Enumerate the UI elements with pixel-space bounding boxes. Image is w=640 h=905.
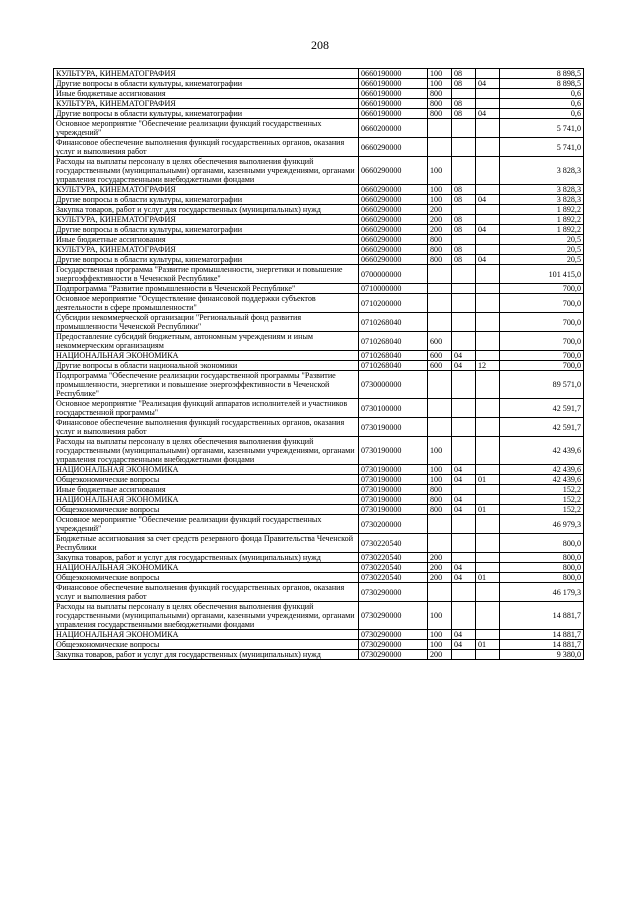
table-row [54, 138, 584, 157]
row-name: Закупка товаров, работ и услуг для государственных (муниципальных) нужд [54, 650, 359, 660]
table-row [54, 495, 584, 505]
row-subsection [476, 89, 500, 99]
row-amount: 89 571,0 [500, 371, 584, 399]
row-name: Основное мероприятие "Обеспечение реализации функций государственных учреждений" [54, 119, 359, 138]
row-expense-type: 200 [428, 573, 452, 583]
row-expense-type: 200 [428, 563, 452, 573]
row-section: 04 [452, 495, 476, 505]
row-subsection [476, 284, 500, 294]
row-code: 0660290000 [359, 225, 428, 235]
row-code: 0660200000 [359, 119, 428, 138]
table-row [54, 602, 584, 630]
row-code: 0710268040 [359, 332, 428, 351]
row-expense-type: 100 [428, 185, 452, 195]
row-amount: 700,0 [500, 351, 584, 361]
row-section [452, 437, 476, 465]
row-name: Общеэкономические вопросы [54, 640, 359, 650]
row-code: 0700000000 [359, 265, 428, 284]
row-section [452, 583, 476, 602]
row-section [452, 399, 476, 418]
row-name: Закупка товаров, работ и услуг для государственных (муниципальных) нужд [54, 205, 359, 215]
row-expense-type: 800 [428, 89, 452, 99]
row-code: 0710268040 [359, 313, 428, 332]
row-section [452, 553, 476, 563]
row-amount: 0,6 [500, 99, 584, 109]
budget-table-body [54, 69, 584, 660]
row-section [452, 313, 476, 332]
table-row [54, 332, 584, 351]
row-name: Иные бюджетные ассигнования [54, 89, 359, 99]
row-expense-type [428, 399, 452, 418]
row-subsection: 12 [476, 361, 500, 371]
row-code: 0730290000 [359, 602, 428, 630]
row-name: Предоставление субсидий бюджетным, автономным учреждениям и иным некоммерческим организациям [54, 332, 359, 351]
table-row [54, 437, 584, 465]
row-name: Бюджетные ассигнования за счет средств резервного фонда Правительства Чеченской Республики [54, 534, 359, 553]
row-code: 0660190000 [359, 99, 428, 109]
table-row [54, 69, 584, 79]
row-subsection [476, 119, 500, 138]
table-row [54, 515, 584, 534]
row-name: Общеэкономические вопросы [54, 573, 359, 583]
row-expense-type [428, 313, 452, 332]
row-code: 0660190000 [359, 89, 428, 99]
row-section: 08 [452, 99, 476, 109]
row-name: Основное мероприятие "Обеспечение реализации функций государственных учреждений" [54, 515, 359, 534]
row-expense-type: 100 [428, 465, 452, 475]
row-amount: 3 828,3 [500, 157, 584, 185]
row-amount: 1 892,2 [500, 225, 584, 235]
row-section [452, 138, 476, 157]
row-name: Подпрограмма "Развитие промышленности в Чеченской Республике" [54, 284, 359, 294]
row-code: 0730190000 [359, 495, 428, 505]
row-section: 04 [452, 465, 476, 475]
row-subsection [476, 602, 500, 630]
row-section [452, 265, 476, 284]
row-code: 0730290000 [359, 650, 428, 660]
row-code: 0660290000 [359, 138, 428, 157]
row-section [452, 294, 476, 313]
row-section: 08 [452, 225, 476, 235]
row-name: НАЦИОНАЛЬНАЯ ЭКОНОМИКА [54, 563, 359, 573]
page-number: 208 [311, 38, 329, 52]
row-subsection [476, 371, 500, 399]
row-expense-type: 200 [428, 225, 452, 235]
row-code: 0660290000 [359, 185, 428, 195]
row-code: 0730190000 [359, 485, 428, 495]
row-name: Подпрограмма "Обеспечение реализации государственной программы "Развитие промышленности, энергетики и повышение энергоэффективности в Чеченской Республике" [54, 371, 359, 399]
row-code: 0730190000 [359, 437, 428, 465]
row-section [452, 650, 476, 660]
table-row [54, 650, 584, 660]
table-row [54, 89, 584, 99]
table-row [54, 553, 584, 563]
row-amount: 800,0 [500, 534, 584, 553]
row-amount: 5 741,0 [500, 119, 584, 138]
row-expense-type [428, 583, 452, 602]
row-amount: 5 741,0 [500, 138, 584, 157]
budget-table [53, 68, 584, 660]
row-code: 0710200000 [359, 294, 428, 313]
row-subsection [476, 138, 500, 157]
row-name: КУЛЬТУРА, КИНЕМАТОГРАФИЯ [54, 69, 359, 79]
row-code: 0730220540 [359, 553, 428, 563]
row-expense-type: 100 [428, 640, 452, 650]
row-amount: 42 439,6 [500, 475, 584, 485]
table-row [54, 630, 584, 640]
row-section [452, 418, 476, 437]
table-row [54, 79, 584, 89]
row-code: 0730290000 [359, 583, 428, 602]
row-subsection [476, 399, 500, 418]
row-code: 0660290000 [359, 195, 428, 205]
row-name: Другие вопросы в области культуры, кинематографии [54, 195, 359, 205]
row-expense-type [428, 371, 452, 399]
row-name: Основное мероприятие "Реализация функций аппаратов исполнителей и участников государственной программы" [54, 399, 359, 418]
row-code: 0730290000 [359, 630, 428, 640]
row-section [452, 205, 476, 215]
table-row [54, 294, 584, 313]
row-name: НАЦИОНАЛЬНАЯ ЭКОНОМИКА [54, 630, 359, 640]
row-section: 08 [452, 245, 476, 255]
row-name: Другие вопросы в области национальной экономики [54, 361, 359, 371]
row-amount: 800,0 [500, 563, 584, 573]
row-code: 0730000000 [359, 371, 428, 399]
row-name: НАЦИОНАЛЬНАЯ ЭКОНОМИКА [54, 351, 359, 361]
row-code: 0660190000 [359, 109, 428, 119]
row-expense-type: 600 [428, 351, 452, 361]
row-section [452, 485, 476, 495]
row-expense-type: 100 [428, 79, 452, 89]
row-subsection [476, 583, 500, 602]
row-code: 0730190000 [359, 418, 428, 437]
table-row [54, 313, 584, 332]
row-subsection [476, 515, 500, 534]
row-expense-type: 100 [428, 69, 452, 79]
row-subsection: 04 [476, 79, 500, 89]
row-expense-type: 100 [428, 475, 452, 485]
table-row [54, 235, 584, 245]
table-row [54, 418, 584, 437]
row-code: 0660190000 [359, 79, 428, 89]
row-code: 0730190000 [359, 465, 428, 475]
row-amount: 46 179,3 [500, 583, 584, 602]
row-name: Основное мероприятие "Осуществление финансовой поддержки субъектов деятельности в сфере промышленности" [54, 294, 359, 313]
row-name: КУЛЬТУРА, КИНЕМАТОГРАФИЯ [54, 215, 359, 225]
row-section: 08 [452, 79, 476, 89]
row-amount: 42 591,7 [500, 418, 584, 437]
row-section [452, 119, 476, 138]
row-expense-type [428, 138, 452, 157]
row-name: Субсидии некоммерческой организации "Региональный фонд развития промышленности Чеченской Республики" [54, 313, 359, 332]
table-row [54, 371, 584, 399]
row-subsection [476, 235, 500, 245]
row-section: 08 [452, 109, 476, 119]
row-section: 04 [452, 361, 476, 371]
row-section [452, 602, 476, 630]
table-row [54, 361, 584, 371]
table-row [54, 465, 584, 475]
row-expense-type [428, 294, 452, 313]
table-row [54, 475, 584, 485]
row-amount: 800,0 [500, 573, 584, 583]
table-row [54, 225, 584, 235]
table-row [54, 185, 584, 195]
row-section: 08 [452, 255, 476, 265]
table-row [54, 255, 584, 265]
row-name: КУЛЬТУРА, КИНЕМАТОГРАФИЯ [54, 245, 359, 255]
row-subsection [476, 205, 500, 215]
row-section: 08 [452, 195, 476, 205]
row-name: Закупка товаров, работ и услуг для государственных (муниципальных) нужд [54, 553, 359, 563]
row-subsection: 04 [476, 109, 500, 119]
row-section [452, 534, 476, 553]
row-expense-type: 600 [428, 332, 452, 351]
row-section: 08 [452, 215, 476, 225]
row-expense-type: 800 [428, 235, 452, 245]
row-amount: 14 881,7 [500, 640, 584, 650]
row-subsection: 01 [476, 505, 500, 515]
row-code: 0730200000 [359, 515, 428, 534]
row-expense-type: 800 [428, 245, 452, 255]
row-expense-type: 600 [428, 361, 452, 371]
row-expense-type [428, 534, 452, 553]
row-subsection [476, 437, 500, 465]
row-section: 04 [452, 475, 476, 485]
table-row [54, 573, 584, 583]
row-name: Иные бюджетные ассигнования [54, 235, 359, 245]
row-expense-type: 200 [428, 650, 452, 660]
row-amount: 9 380,0 [500, 650, 584, 660]
row-amount: 700,0 [500, 284, 584, 294]
row-amount: 3 828,3 [500, 195, 584, 205]
row-code: 0730220540 [359, 534, 428, 553]
row-subsection [476, 332, 500, 351]
row-name: КУЛЬТУРА, КИНЕМАТОГРАФИЯ [54, 99, 359, 109]
table-row [54, 119, 584, 138]
row-subsection [476, 99, 500, 109]
row-section [452, 371, 476, 399]
row-code: 0660290000 [359, 205, 428, 215]
table-row [54, 583, 584, 602]
table-row [54, 157, 584, 185]
table-row [54, 99, 584, 109]
row-amount: 3 828,3 [500, 185, 584, 195]
row-amount: 700,0 [500, 294, 584, 313]
row-expense-type: 200 [428, 205, 452, 215]
row-name: Расходы на выплаты персоналу в целях обеспечения выполнения функций государственными (муниципальными) органами, казенными учреждениями, органами управления государственными внебюджетными фондами [54, 157, 359, 185]
row-amount: 42 439,6 [500, 437, 584, 465]
row-amount: 700,0 [500, 332, 584, 351]
row-code: 0710268040 [359, 361, 428, 371]
row-subsection [476, 313, 500, 332]
row-subsection [476, 553, 500, 563]
row-subsection [476, 265, 500, 284]
row-subsection [476, 650, 500, 660]
row-section [452, 157, 476, 185]
row-subsection [476, 69, 500, 79]
row-code: 0730100000 [359, 399, 428, 418]
row-amount: 700,0 [500, 361, 584, 371]
row-amount: 1 892,2 [500, 215, 584, 225]
row-expense-type: 100 [428, 437, 452, 465]
row-expense-type [428, 119, 452, 138]
row-section [452, 332, 476, 351]
row-amount: 8 898,5 [500, 79, 584, 89]
row-subsection [476, 630, 500, 640]
row-code: 0730220540 [359, 573, 428, 583]
row-expense-type [428, 418, 452, 437]
row-amount: 14 881,7 [500, 602, 584, 630]
row-expense-type: 800 [428, 495, 452, 505]
row-section: 04 [452, 563, 476, 573]
row-name: Иные бюджетные ассигнования [54, 485, 359, 495]
row-expense-type: 100 [428, 630, 452, 640]
row-expense-type [428, 265, 452, 284]
row-name: Финансовое обеспечение выполнения функций государственных органов, оказания услуг и выполнения работ [54, 138, 359, 157]
row-subsection [476, 215, 500, 225]
row-name: Расходы на выплаты персоналу в целях обеспечения выполнения функций государственными (муниципальными) органами, казенными учреждениями, органами управления государственными внебюджетными фондами [54, 602, 359, 630]
row-section [452, 235, 476, 245]
row-subsection: 01 [476, 573, 500, 583]
row-name: Государственная программа "Развитие промышленности, энергетики и повышение энергоэффективности в Чеченской Республике" [54, 265, 359, 284]
row-expense-type: 800 [428, 255, 452, 265]
row-amount: 0,6 [500, 89, 584, 99]
row-section: 08 [452, 69, 476, 79]
table-row [54, 485, 584, 495]
row-name: Другие вопросы в области культуры, кинематографии [54, 79, 359, 89]
row-name: Другие вопросы в области культуры, кинематографии [54, 255, 359, 265]
table-row [54, 505, 584, 515]
row-code: 0660290000 [359, 245, 428, 255]
row-code: 0730190000 [359, 475, 428, 485]
row-amount: 42 439,6 [500, 465, 584, 475]
row-subsection [476, 485, 500, 495]
table-row [54, 399, 584, 418]
row-code: 0660290000 [359, 235, 428, 245]
row-subsection [476, 465, 500, 475]
table-row [54, 640, 584, 650]
row-name: Расходы на выплаты персоналу в целях обеспечения выполнения функций государственными (муниципальными) органами, казенными учреждениями, органами управления государственными внебюджетными фондами [54, 437, 359, 465]
row-subsection [476, 495, 500, 505]
row-subsection: 04 [476, 225, 500, 235]
row-amount: 20,5 [500, 255, 584, 265]
row-amount: 42 591,7 [500, 399, 584, 418]
row-code: 0730290000 [359, 640, 428, 650]
row-expense-type: 800 [428, 505, 452, 515]
table-row [54, 284, 584, 294]
row-amount: 0,6 [500, 109, 584, 119]
row-subsection: 04 [476, 195, 500, 205]
row-amount: 800,0 [500, 553, 584, 563]
row-name: Финансовое обеспечение выполнения функций государственных органов, оказания услуг и выполнения работ [54, 583, 359, 602]
row-name: НАЦИОНАЛЬНАЯ ЭКОНОМИКА [54, 465, 359, 475]
row-name: Другие вопросы в области культуры, кинематографии [54, 225, 359, 235]
table-row [54, 351, 584, 361]
table-row [54, 109, 584, 119]
table-row [54, 265, 584, 284]
row-subsection: 01 [476, 475, 500, 485]
row-expense-type [428, 284, 452, 294]
row-subsection [476, 294, 500, 313]
row-code: 0730220540 [359, 563, 428, 573]
row-amount: 700,0 [500, 313, 584, 332]
row-expense-type: 100 [428, 195, 452, 205]
table-row [54, 205, 584, 215]
row-subsection [476, 563, 500, 573]
row-subsection [476, 418, 500, 437]
table-row [54, 245, 584, 255]
row-code: 0710000000 [359, 284, 428, 294]
row-expense-type: 200 [428, 215, 452, 225]
row-code: 0660290000 [359, 215, 428, 225]
row-code: 0660290000 [359, 157, 428, 185]
row-expense-type: 800 [428, 109, 452, 119]
row-subsection [476, 245, 500, 255]
row-name: Общеэкономические вопросы [54, 505, 359, 515]
row-amount: 46 979,3 [500, 515, 584, 534]
row-subsection [476, 185, 500, 195]
row-code: 0660190000 [359, 69, 428, 79]
row-section: 04 [452, 573, 476, 583]
row-subsection [476, 157, 500, 185]
row-expense-type: 100 [428, 602, 452, 630]
row-expense-type: 200 [428, 553, 452, 563]
row-expense-type: 800 [428, 99, 452, 109]
row-code: 0660290000 [359, 255, 428, 265]
row-expense-type: 800 [428, 485, 452, 495]
row-section: 04 [452, 351, 476, 361]
row-section [452, 89, 476, 99]
row-code: 0730190000 [359, 505, 428, 515]
row-amount: 1 892,2 [500, 205, 584, 215]
row-amount: 14 881,7 [500, 630, 584, 640]
row-amount: 20,5 [500, 235, 584, 245]
table-row [54, 534, 584, 553]
row-subsection: 04 [476, 255, 500, 265]
row-amount: 152,2 [500, 485, 584, 495]
row-amount: 152,2 [500, 495, 584, 505]
table-row [54, 563, 584, 573]
row-section: 04 [452, 505, 476, 515]
row-expense-type [428, 515, 452, 534]
row-name: Общеэкономические вопросы [54, 475, 359, 485]
row-subsection [476, 534, 500, 553]
row-name: НАЦИОНАЛЬНАЯ ЭКОНОМИКА [54, 495, 359, 505]
row-subsection [476, 351, 500, 361]
row-section: 04 [452, 640, 476, 650]
row-code: 0710268040 [359, 351, 428, 361]
row-name: КУЛЬТУРА, КИНЕМАТОГРАФИЯ [54, 185, 359, 195]
row-name: Финансовое обеспечение выполнения функций государственных органов, оказания услуг и выполнения работ [54, 418, 359, 437]
row-amount: 20,5 [500, 245, 584, 255]
row-section [452, 284, 476, 294]
row-amount: 8 898,5 [500, 69, 584, 79]
row-section: 04 [452, 630, 476, 640]
row-section: 08 [452, 185, 476, 195]
row-amount: 101 415,0 [500, 265, 584, 284]
row-subsection: 01 [476, 640, 500, 650]
row-amount: 152,2 [500, 505, 584, 515]
row-expense-type: 100 [428, 157, 452, 185]
table-row [54, 215, 584, 225]
row-section [452, 515, 476, 534]
table-row [54, 195, 584, 205]
row-name: Другие вопросы в области культуры, кинематографии [54, 109, 359, 119]
